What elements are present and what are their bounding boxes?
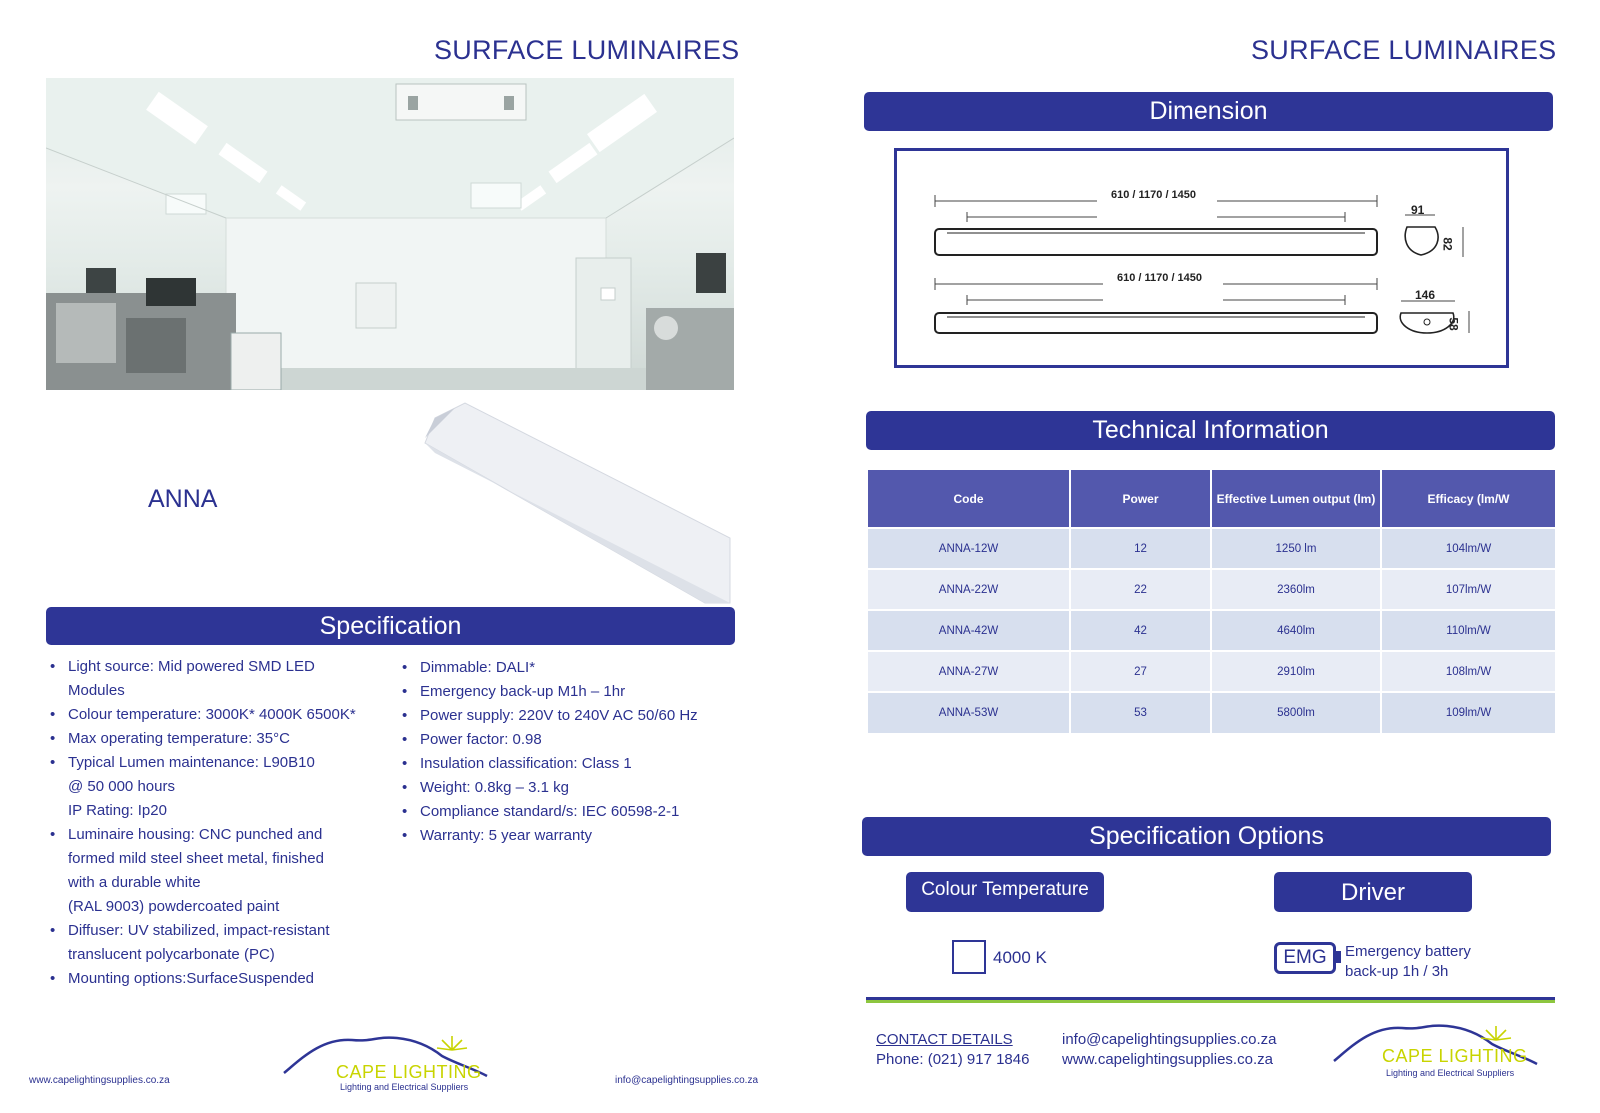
profile1-height: 82 [1440,237,1455,251]
driver-label: Driver [1274,872,1472,912]
cell-lumen: 1250 lm [1211,528,1381,569]
spec-item: • Dimmable: DALI* [398,656,738,680]
spec-item: translucent polycarbonate (PC) [68,946,275,963]
spec-item: • Compliance standard/s: IEC 60598-2-1 [398,800,738,824]
table-row [868,610,1555,651]
cell-code: ANNA-12W [868,528,1070,569]
contact-links [1062,1030,1277,1070]
left-footer-email[interactable]: info@capelightingsupplies.co.za [615,1075,759,1086]
spec-item: • Emergency back-up M1h – 1hr [398,680,738,704]
cell-lumen: 2910lm [1211,651,1381,692]
cell-code: ANNA-27W [868,651,1070,692]
footer-divider-green [866,1000,1555,1003]
spec-item: (RAL 9003) powdercoated paint [68,898,280,915]
cell-power: 42 [1070,610,1211,651]
specification-band: Specification [46,607,735,645]
contact-email[interactable]: info@capelightingsupplies.co.za [1062,1031,1277,1048]
specification-options-band: Specification Options [862,817,1551,856]
contact-heading: CONTACT DETAILS [876,1031,1013,1048]
spec-item: • Light source: Mid powered SMD LED [46,655,386,679]
cell-power: 22 [1070,569,1211,610]
cell-code: ANNA-53W [868,692,1070,733]
cape-lighting-logo-right [1332,1016,1542,1086]
spec-item: with a durable white [68,874,201,891]
cleanroom-photo [46,78,734,390]
length-label-top: 610 / 1170 / 1450 [1111,189,1197,201]
spec-item: @ 50 000 hours [68,778,175,795]
table-header-row [868,470,1555,528]
contact-website[interactable]: www.capelightingsupplies.co.za [1062,1051,1273,1068]
spec-item: • Typical Lumen maintenance: L90B10 [46,751,386,775]
spec-item: formed mild steel sheet metal, finished [68,850,324,867]
luminaire-product-image [415,398,735,608]
technical-table [868,470,1555,733]
cell-lumen: 2360lm [1211,569,1381,610]
colour-option-checkbox[interactable] [952,940,986,974]
cell-power: 53 [1070,692,1211,733]
contact-phone: Phone: (021) 917 1846 [876,1051,1030,1068]
col-header-lumen: Effective Lumen output (lm) [1211,470,1381,528]
spec-item: IP Rating: Ip20 [68,802,167,819]
spec-list-col1 [46,655,386,991]
emg-description: Emergency battery back-up 1h / 3h [1345,943,1471,980]
profile2-width: 146 [1415,288,1436,302]
battery-terminal-icon [1336,951,1341,963]
spec-item: • Luminaire housing: CNC punched and [46,823,386,847]
cell-power: 27 [1070,651,1211,692]
logo-name: CAPE LIGHTING [1382,1046,1528,1066]
spec-item: • Warranty: 5 year warranty [398,824,738,848]
spec-item: • Max operating temperature: 35°C [46,727,386,751]
spec-item: • Mounting options:SurfaceSuspended [46,967,386,991]
cell-lumen: 5800lm [1211,692,1381,733]
spec-item: • Diffuser: UV stabilized, impact-resistant [46,919,386,943]
cell-lumen: 4640lm [1211,610,1381,651]
spec-item: • Colour temperature: 3000K* 4000K 6500K* [46,703,386,727]
cell-efficacy: 107lm/W [1381,569,1555,610]
col-header-code: Code [868,470,1070,528]
dimension-band: Dimension [864,92,1553,131]
col-header-efficacy: Efficacy (lm/W [1381,470,1555,528]
logo-tagline: Lighting and Electrical Suppliers [1386,1068,1515,1078]
dimension-drawing [894,148,1509,368]
length-label-bottom: 610 / 1170 / 1450 [1117,272,1203,284]
colour-option-label: 4000 K [993,948,1047,967]
spec-item: • Weight: 0.8kg – 3.1 kg [398,776,738,800]
spec-item: • Power factor: 0.98 [398,728,738,752]
spec-list-col2 [398,656,738,848]
cell-code: ANNA-42W [868,610,1070,651]
emg-badge-icon: EMG [1274,942,1336,974]
left-page-title: SURFACE LUMINAIRES [434,35,740,65]
right-page-title: SURFACE LUMINAIRES [1251,35,1557,65]
cell-efficacy: 109lm/W [1381,692,1555,733]
cell-efficacy: 104lm/W [1381,528,1555,569]
contact-block [876,1030,1029,1070]
cape-lighting-logo-left [282,1028,492,1098]
product-name: ANNA [148,485,218,513]
logo-name: CAPE LIGHTING [336,1062,482,1082]
cell-code: ANNA-22W [868,569,1070,610]
table-row [868,569,1555,610]
spec-item: • Insulation classification: Class 1 [398,752,738,776]
profile1-width: 91 [1411,203,1425,217]
colour-temperature-label: Colour Temperature [906,872,1104,912]
logo-tagline: Lighting and Electrical Suppliers [340,1082,469,1092]
table-row [868,528,1555,569]
spec-item: Modules [68,682,125,699]
technical-information-band: Technical Information [866,411,1555,450]
cell-efficacy: 110lm/W [1381,610,1555,651]
col-header-power: Power [1070,470,1211,528]
cell-power: 12 [1070,528,1211,569]
cell-efficacy: 108lm/W [1381,651,1555,692]
profile2-height: 58 [1446,317,1461,331]
table-row [868,692,1555,733]
spec-item: • Power supply: 220V to 240V AC 50/60 Hz [398,704,738,728]
table-row [868,651,1555,692]
left-footer-website[interactable]: www.capelightingsupplies.co.za [29,1075,170,1086]
